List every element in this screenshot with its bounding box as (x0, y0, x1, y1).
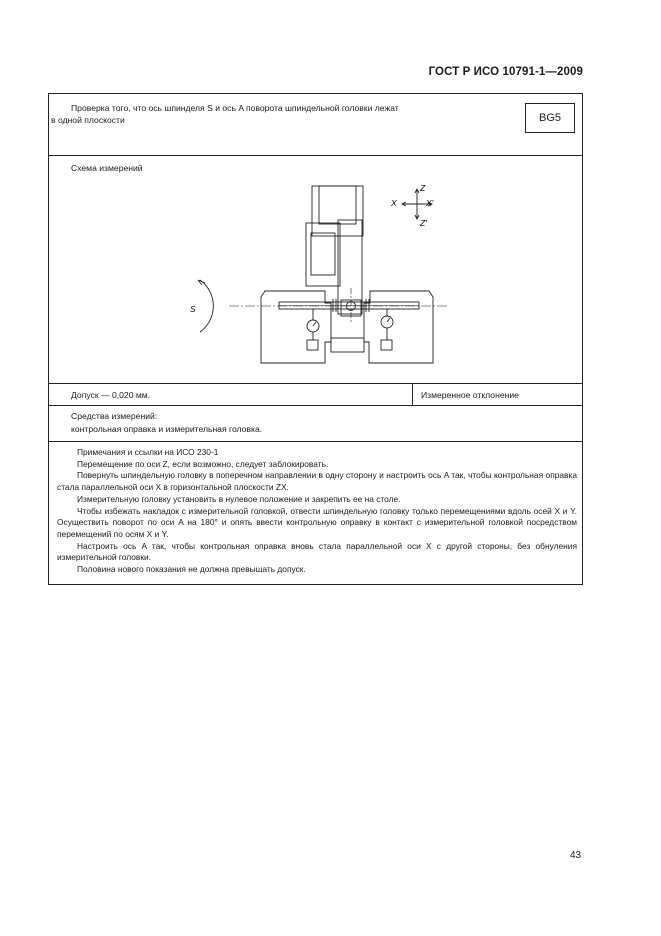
divider (49, 441, 582, 442)
measured-deviation-label: Измеренное отклонение (421, 390, 519, 400)
rotation-arc (200, 280, 213, 332)
left-indicator-base (307, 340, 318, 350)
spindle-head-inner (319, 186, 356, 224)
spindle-head-upper (312, 186, 363, 236)
right-indicator-base (381, 340, 392, 350)
label-x-prime: X' (426, 198, 434, 208)
divider (49, 383, 582, 384)
page-number: 43 (570, 850, 582, 861)
check-code: BG5 (525, 103, 575, 133)
check-title-line1: Проверка того, что ось шпинделя S и ось A поворота шпиндельной головки лежат (71, 103, 399, 113)
instruments-line1: Средства измерений: (71, 411, 158, 421)
instruments-line2: контрольная оправка и измерительная головка. (71, 424, 263, 434)
standard-header: ГОСТ Р ИСО 10791-1—2009 (428, 66, 583, 78)
divider (49, 405, 582, 406)
check-title-line2: в одной плоскости (51, 115, 125, 125)
divider (412, 383, 413, 405)
label-z: Z (420, 183, 426, 193)
label-z-prime: Z' (420, 218, 427, 228)
notes-block (57, 447, 577, 576)
note-paragraph: Чтобы избежать накладок с измерительной головкой, отвести шпиндельную головку только перемещениями вдоль осей X и Y. Осуществить поворот по оси A на 180° и опять ввести контрольную оправку в контакт с измерительной головкой посредством перемещений по осям X и Y. (57, 505, 577, 539)
note-paragraph: Перемещение по оси Z, если возможно, следует заблокировать. (77, 458, 329, 469)
note-paragraph: Повернуть шпиндельную головку в поперечном направлении в одну сторону и настроить ось A так, чтобы контрольная оправка стала параллельной оси X в горизонтальной плоскости ZX. (57, 470, 577, 493)
scheme-label: Схема измерений (71, 163, 143, 173)
measurement-scheme-diagram (49, 94, 584, 384)
note-paragraph: Половина нового показания не должна превышать допуск. (77, 564, 306, 575)
spindle-head-window (311, 233, 335, 275)
note-paragraph: Измерительную головку установить в нулевое положение и закрепить ее на столе. (77, 493, 401, 504)
label-s: S (190, 304, 196, 314)
note-paragraph: Настроить ось A так, чтобы контрольная оправка вновь стала параллельной оси X с другой стороны, без обнуления измерительной головки. (57, 540, 577, 563)
notes-heading: Примечания и ссылки на ИСО 230-1 (77, 447, 219, 457)
check-table (48, 93, 583, 585)
tolerance-label: Допуск — 0,020 мм. (71, 390, 151, 400)
table-bridge (331, 338, 364, 352)
label-x: X (391, 198, 397, 208)
